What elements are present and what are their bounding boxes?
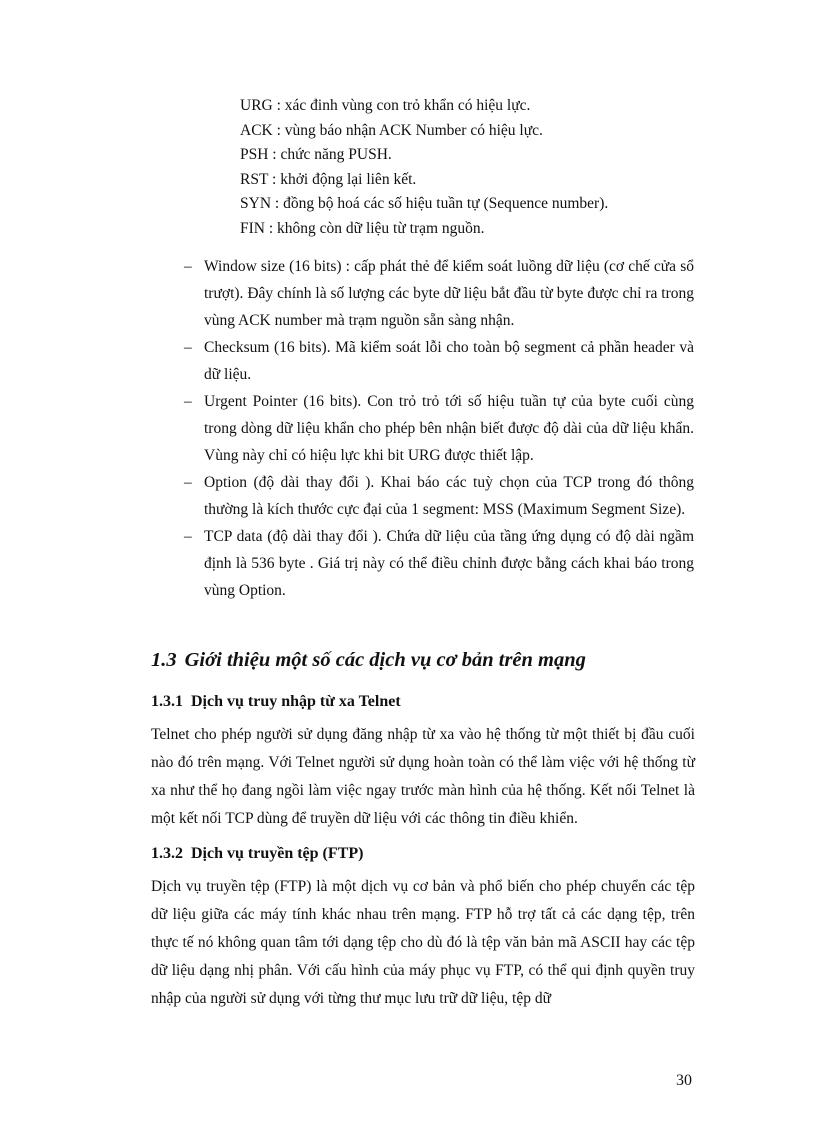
tcp-field-list (186, 253, 694, 604)
paragraph-telnet: Telnet cho phép người sử dụng đăng nhập từ xa vào hệ thống từ một thiết bị đầu cuối nào đó trên mạng. Với Telnet người sử dụng hoàn toàn có thể làm việc với hệ thống từ xa như thể họ đang ngồi làm việc ngay trước màn hình của hệ thống. Kết nối Telnet là một kết nối TCP dùng để truyền dữ liệu với các thông tin điều khiển. (151, 726, 695, 827)
list-item-text: Urgent Pointer (16 bits). Con trỏ trỏ tới số hiệu tuần tự của byte cuối cùng trong dòng dữ liệu khẩn cho phép bên nhận biết được độ dài của dữ liệu khẩn. Vùng này chỉ có hiệu lực khi bit URG được thiết lập. (204, 393, 694, 464)
list-item-text: TCP data (độ dài thay đổi ). Chứa dữ liệu của tầng ứng dụng có độ dài ngầm định là 536 byte . Giá trị này có thể điều chỉnh được bằng cách khai báo trong vùng Option. (204, 528, 694, 599)
section-heading (151, 649, 711, 672)
dash-bullet-icon: – (184, 393, 192, 410)
list-item-checksum (186, 334, 694, 388)
subsection-heading-telnet (151, 693, 401, 711)
list-item-text: Option (độ dài thay đổi ). Khai báo các tuỳ chọn của TCP trong đó thông thường là kích thước cực đại của 1 segment: MSS (Maximum Segment Size). (204, 474, 694, 518)
subsection-number: 1.3.1 (151, 693, 183, 710)
flag-syn: SYN : đồng bộ hoá các số hiệu tuần tự (Sequence number). (240, 195, 609, 213)
subsection-title: Dịch vụ truyền tệp (FTP) (191, 845, 364, 862)
dash-bullet-icon: – (184, 339, 192, 356)
flag-urg: URG : xác đinh vùng con trỏ khẩn có hiệu lực. (240, 97, 531, 114)
section-number: 1.3 (151, 649, 177, 671)
subsection-heading-ftp (151, 845, 363, 863)
list-item-window-size (186, 253, 694, 334)
paragraph-ftp: Dịch vụ truyền tệp (FTP) là một dịch vụ cơ bản và phổ biến cho phép chuyển các tệp dữ liệu giữa các máy tính khác nhau trên mạng. FTP hỗ trợ tất cả các dạng tệp, trên thực tế nó không quan tâm tới dạng tệp cho dù đó là tệp văn bản mã ASCII hay các tệp dữ liệu dạng nhị phân. Với cấu hình của máy phục vụ FTP, có thể qui định quyền truy nhập của người sử dụng với từng thư mục lưu trữ dữ liệu, tệp dữ (151, 878, 695, 1007)
list-item-text: Window size (16 bits) : cấp phát thẻ để kiểm soát luồng dữ liệu (cơ chế cửa sổ trượt). Đây chính là số lượng các byte dữ liệu bắt đầu từ byte được chỉ ra trong vùng ACK number mà trạm nguồn sẵn sàng nhận. (204, 258, 694, 329)
flag-fin: FIN : không còn dữ liệu từ trạm nguồn. (240, 219, 485, 237)
section-title: Giới thiệu một số các dịch vụ cơ bản trên mạng (184, 649, 586, 671)
list-item-option (186, 469, 694, 523)
flag-psh: PSH : chức năng PUSH. (240, 146, 392, 164)
flag-rst: RST : khởi động lại liên kết. (240, 170, 417, 188)
subsection-title: Dịch vụ truy nhập từ xa Telnet (191, 693, 401, 710)
page-number: 30 (676, 1072, 692, 1089)
list-item-tcp-data (186, 523, 694, 604)
dash-bullet-icon: – (184, 258, 192, 275)
subsection-number: 1.3.2 (151, 845, 183, 862)
dash-bullet-icon: – (184, 528, 192, 545)
list-item-urgent-pointer (186, 388, 694, 469)
dash-bullet-icon: – (184, 474, 192, 491)
tcp-flag-list (240, 94, 700, 242)
list-item-text: Checksum (16 bits). Mã kiểm soát lỗi cho toàn bộ segment cả phần header và dữ liệu. (204, 339, 694, 383)
flag-ack: ACK : vùng báo nhận ACK Number có hiệu lực. (240, 121, 543, 139)
